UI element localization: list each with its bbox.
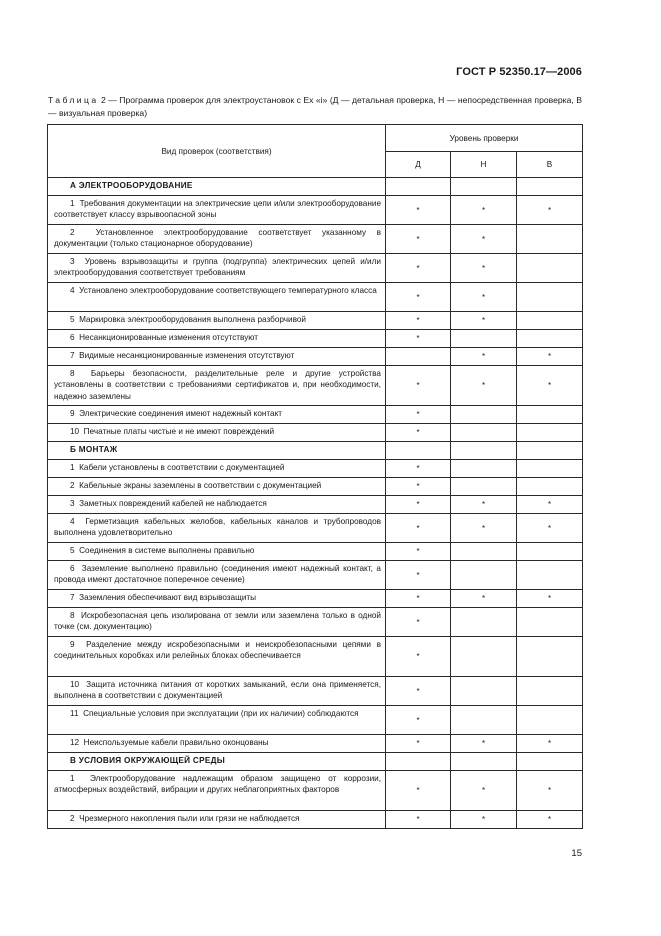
requirement-text: Барьеры безопасности, разделительные реле и другие устройства установлены в соответствии с требованиями сертификатов и, при необходимости, надежно заземлены bbox=[54, 369, 381, 401]
requirement-text: Заметных повреждений кабелей не наблюдается bbox=[79, 499, 267, 508]
mark-detailed: * bbox=[386, 283, 451, 312]
table-row bbox=[48, 460, 583, 478]
mark-close: * bbox=[451, 254, 517, 283]
table-body bbox=[48, 178, 583, 829]
table-row bbox=[48, 735, 583, 753]
mark-visual bbox=[517, 312, 583, 330]
mark-detailed: * bbox=[386, 496, 451, 514]
mark-visual bbox=[517, 677, 583, 706]
table-row bbox=[48, 811, 583, 829]
empty-cell bbox=[386, 753, 451, 771]
inspection-table bbox=[47, 124, 583, 829]
item-number: 7 bbox=[70, 351, 75, 360]
mark-detailed: * bbox=[386, 460, 451, 478]
mark-detailed: * bbox=[386, 330, 451, 348]
table-row bbox=[48, 366, 583, 406]
mark-close bbox=[451, 424, 517, 442]
mark-visual bbox=[517, 706, 583, 735]
mark-close bbox=[451, 677, 517, 706]
mark-close bbox=[451, 330, 517, 348]
table-row bbox=[48, 771, 583, 811]
mark-close: * bbox=[451, 366, 517, 406]
table-row bbox=[48, 677, 583, 706]
mark-visual bbox=[517, 254, 583, 283]
section-row bbox=[48, 178, 583, 196]
item-number: 2 bbox=[70, 228, 75, 237]
mark-detailed: * bbox=[386, 312, 451, 330]
item-number: 9 bbox=[70, 409, 75, 418]
mark-visual: * bbox=[517, 496, 583, 514]
requirement-text: Герметизация кабельных желобов, кабельных каналов и трубопроводов выполнена удовлетворительно bbox=[54, 517, 381, 538]
requirement-text: Заземление выполнено правильно (соединения имеют надежный контакт, а провода имеют достаточное поперечное сечение) bbox=[54, 564, 381, 585]
mark-detailed: * bbox=[386, 637, 451, 677]
section-title: Б МОНТАЖ bbox=[48, 442, 386, 460]
requirement-text: Кабели установлены в соответствии с документацией bbox=[79, 463, 285, 472]
item-number: 9 bbox=[70, 640, 75, 649]
mark-close: * bbox=[451, 348, 517, 366]
table-row bbox=[48, 496, 583, 514]
table-caption-label: Таблица bbox=[48, 95, 99, 105]
item-number: 8 bbox=[70, 611, 75, 620]
section-title: А ЭЛЕКТРООБОРУДОВАНИЕ bbox=[48, 178, 386, 196]
requirement-cell bbox=[48, 424, 386, 442]
table-row bbox=[48, 312, 583, 330]
mark-visual: * bbox=[517, 348, 583, 366]
column-header-close: Н bbox=[451, 152, 517, 178]
table-caption bbox=[48, 94, 582, 119]
requirement-text: Требования документации на электрические цепи и/или электрооборудование соответствует классу взрывоопасной зоны bbox=[54, 199, 381, 220]
requirement-cell bbox=[48, 254, 386, 283]
item-number: 5 bbox=[70, 546, 75, 555]
section-title: В УСЛОВИЯ ОКРУЖАЮЩЕЙ СРЕДЫ bbox=[48, 753, 386, 771]
mark-visual bbox=[517, 330, 583, 348]
mark-close: * bbox=[451, 225, 517, 254]
table-row bbox=[48, 543, 583, 561]
requirement-cell bbox=[48, 706, 386, 735]
mark-visual: * bbox=[517, 366, 583, 406]
requirement-cell bbox=[48, 225, 386, 254]
mark-visual bbox=[517, 406, 583, 424]
table-row bbox=[48, 225, 583, 254]
mark-detailed: * bbox=[386, 771, 451, 811]
mark-visual: * bbox=[517, 590, 583, 608]
requirement-text: Электрооборудование надлежащим образом защищено от коррозии, атмосферных воздействий, вибрации и других неблагоприятных факторов bbox=[54, 774, 381, 795]
table-row bbox=[48, 330, 583, 348]
requirement-cell bbox=[48, 330, 386, 348]
table-row bbox=[48, 348, 583, 366]
requirement-cell bbox=[48, 677, 386, 706]
mark-detailed: * bbox=[386, 225, 451, 254]
mark-close bbox=[451, 478, 517, 496]
requirement-text: Искробезопасная цепь изолирована от земли или заземлена только в одной точке (см. документацию) bbox=[54, 611, 381, 632]
mark-close: * bbox=[451, 196, 517, 225]
empty-cell bbox=[386, 442, 451, 460]
mark-close bbox=[451, 608, 517, 637]
mark-close: * bbox=[451, 771, 517, 811]
item-number: 1 bbox=[70, 463, 75, 472]
mark-close bbox=[451, 460, 517, 478]
mark-detailed: * bbox=[386, 196, 451, 225]
table-caption-text: 2 — Программа проверок для электроустановок с Ex «i» (Д — детальная проверка, Н — непосредственная проверка, В — визуальная проверка) bbox=[48, 95, 582, 118]
table-row bbox=[48, 283, 583, 312]
mark-visual bbox=[517, 561, 583, 590]
item-number: 10 bbox=[70, 427, 80, 436]
requirement-cell bbox=[48, 735, 386, 753]
requirement-cell bbox=[48, 637, 386, 677]
mark-visual bbox=[517, 637, 583, 677]
requirement-cell bbox=[48, 496, 386, 514]
mark-close: * bbox=[451, 590, 517, 608]
mark-detailed: * bbox=[386, 735, 451, 753]
mark-visual bbox=[517, 478, 583, 496]
item-number: 1 bbox=[70, 199, 75, 208]
mark-close bbox=[451, 406, 517, 424]
mark-visual: * bbox=[517, 514, 583, 543]
requirement-cell bbox=[48, 561, 386, 590]
requirement-cell bbox=[48, 608, 386, 637]
item-number: 2 bbox=[70, 814, 75, 823]
mark-close bbox=[451, 637, 517, 677]
item-number: 10 bbox=[70, 680, 80, 689]
mark-detailed: * bbox=[386, 406, 451, 424]
requirement-text: Кабельные экраны заземлены в соответствии с документацией bbox=[79, 481, 322, 490]
requirement-text: Чрезмерного накопления пыли или грязи не наблюдается bbox=[79, 814, 300, 823]
table-row bbox=[48, 590, 583, 608]
requirement-text: Видимые несанкционированные изменения отсутствуют bbox=[79, 351, 295, 360]
mark-visual bbox=[517, 608, 583, 637]
mark-close: * bbox=[451, 735, 517, 753]
requirement-cell bbox=[48, 283, 386, 312]
requirement-text: Уровень взрывозащиты и группа (подгруппа) электрических цепей и/или электрооборудования соответствует требованиям bbox=[54, 257, 381, 278]
mark-close: * bbox=[451, 283, 517, 312]
mark-detailed: * bbox=[386, 478, 451, 496]
mark-detailed: * bbox=[386, 254, 451, 283]
mark-detailed: * bbox=[386, 366, 451, 406]
item-number: 4 bbox=[70, 286, 75, 295]
mark-detailed: * bbox=[386, 706, 451, 735]
mark-close bbox=[451, 543, 517, 561]
requirement-cell bbox=[48, 478, 386, 496]
mark-visual bbox=[517, 283, 583, 312]
mark-visual bbox=[517, 225, 583, 254]
requirement-cell bbox=[48, 543, 386, 561]
item-number: 3 bbox=[70, 499, 75, 508]
empty-cell bbox=[517, 753, 583, 771]
mark-detailed: * bbox=[386, 543, 451, 561]
requirement-text: Установленное электрооборудование соответствует указанному в документации (только стационарное оборудование) bbox=[54, 228, 381, 249]
requirement-text: Разделение между искробезопасными и неискробезопасными цепями в соединительных коробках или релейных блоках обеспечивается bbox=[54, 640, 381, 661]
mark-visual bbox=[517, 424, 583, 442]
mark-detailed: * bbox=[386, 677, 451, 706]
requirement-cell bbox=[48, 406, 386, 424]
empty-cell bbox=[451, 442, 517, 460]
table-row bbox=[48, 478, 583, 496]
requirement-cell bbox=[48, 196, 386, 225]
requirement-text: Несанкционированные изменения отсутствуют bbox=[79, 333, 259, 342]
table-row bbox=[48, 406, 583, 424]
item-number: 1 bbox=[70, 774, 75, 783]
empty-cell bbox=[517, 442, 583, 460]
mark-detailed: * bbox=[386, 424, 451, 442]
column-header-detailed: Д bbox=[386, 152, 451, 178]
item-number: 6 bbox=[70, 564, 75, 573]
table-row bbox=[48, 637, 583, 677]
item-number: 5 bbox=[70, 315, 75, 324]
requirement-cell bbox=[48, 312, 386, 330]
requirement-cell bbox=[48, 590, 386, 608]
column-header-inspection-level: Уровень проверки bbox=[386, 125, 583, 152]
item-number: 11 bbox=[70, 709, 79, 718]
empty-cell bbox=[517, 178, 583, 196]
requirement-text: Печатные платы чистые и не имеют повреждений bbox=[83, 427, 275, 436]
requirement-text: Электрические соединения имеют надежный контакт bbox=[79, 409, 283, 418]
requirement-cell bbox=[48, 771, 386, 811]
empty-cell bbox=[451, 753, 517, 771]
section-row bbox=[48, 442, 583, 460]
document-code: ГОСТ Р 52350.17—2006 bbox=[456, 66, 582, 78]
item-number: 3 bbox=[70, 257, 75, 266]
mark-detailed: * bbox=[386, 608, 451, 637]
table-row bbox=[48, 196, 583, 225]
table-row bbox=[48, 706, 583, 735]
table-row bbox=[48, 561, 583, 590]
mark-visual bbox=[517, 543, 583, 561]
requirement-cell bbox=[48, 460, 386, 478]
empty-cell bbox=[451, 178, 517, 196]
mark-visual: * bbox=[517, 735, 583, 753]
mark-detailed: * bbox=[386, 590, 451, 608]
section-row bbox=[48, 753, 583, 771]
mark-close: * bbox=[451, 312, 517, 330]
item-number: 12 bbox=[70, 738, 80, 747]
item-number: 8 bbox=[70, 369, 75, 378]
table-row bbox=[48, 608, 583, 637]
mark-close: * bbox=[451, 514, 517, 543]
requirement-text: Неиспользуемые кабели правильно оконцованы bbox=[83, 738, 269, 747]
requirement-cell bbox=[48, 348, 386, 366]
requirement-text: Защита источника питания от коротких замыканий, если она применяется, выполнена в соответствии с документацией bbox=[54, 680, 381, 701]
item-number: 6 bbox=[70, 333, 75, 342]
mark-visual: * bbox=[517, 196, 583, 225]
requirement-text: Заземления обеспечивают вид взрывозащиты bbox=[79, 593, 257, 602]
mark-detailed: * bbox=[386, 514, 451, 543]
table-row bbox=[48, 514, 583, 543]
item-number: 4 bbox=[70, 517, 75, 526]
column-header-visual: В bbox=[517, 152, 583, 178]
mark-close bbox=[451, 706, 517, 735]
requirement-cell bbox=[48, 811, 386, 829]
requirement-text: Специальные условия при эксплуатации (при их наличии) соблюдаются bbox=[83, 709, 359, 718]
mark-close: * bbox=[451, 811, 517, 829]
requirement-cell bbox=[48, 366, 386, 406]
mark-detailed: * bbox=[386, 561, 451, 590]
mark-visual: * bbox=[517, 811, 583, 829]
requirement-text: Установлено электрооборудование соответствующего температурного класса bbox=[79, 286, 377, 295]
mark-visual: * bbox=[517, 771, 583, 811]
table-row bbox=[48, 254, 583, 283]
item-number: 7 bbox=[70, 593, 75, 602]
mark-detailed bbox=[386, 348, 451, 366]
requirement-text: Соединения в системе выполнены правильно bbox=[79, 546, 255, 555]
mark-visual bbox=[517, 460, 583, 478]
item-number: 2 bbox=[70, 481, 75, 490]
column-header-check-type: Вид проверок (соответствия) bbox=[48, 125, 386, 178]
requirement-cell bbox=[48, 514, 386, 543]
mark-detailed: * bbox=[386, 811, 451, 829]
requirement-text: Маркировка электрооборудования выполнена разборчивой bbox=[79, 315, 306, 324]
empty-cell bbox=[386, 178, 451, 196]
page-number: 15 bbox=[571, 848, 582, 859]
mark-close: * bbox=[451, 496, 517, 514]
mark-close bbox=[451, 561, 517, 590]
table-row bbox=[48, 424, 583, 442]
